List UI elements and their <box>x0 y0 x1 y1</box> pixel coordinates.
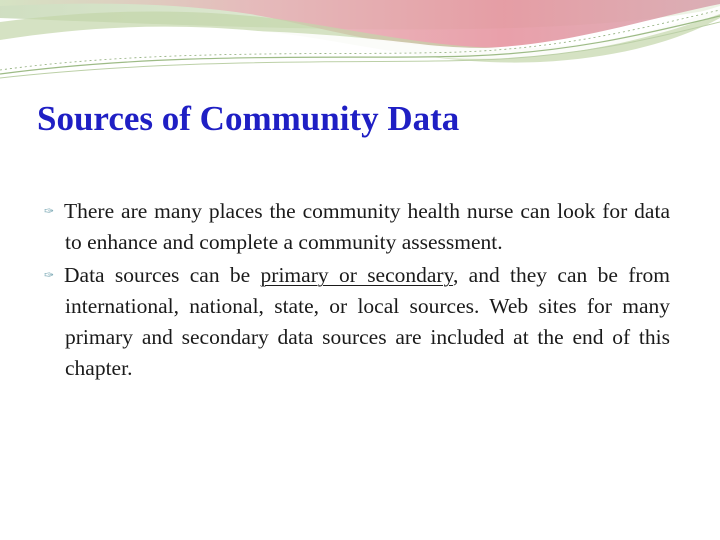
decorative-header-banner <box>0 0 720 95</box>
slide-title: Sources of Community Data <box>37 99 460 138</box>
bullet-list <box>44 196 670 386</box>
bullet-item <box>44 260 670 384</box>
bullet-arrow-icon: ✑ <box>44 204 55 218</box>
underlined-term: primary or secondary <box>260 263 453 287</box>
bullet-arrow-icon: ✑ <box>44 268 55 282</box>
bullet-item <box>44 196 670 258</box>
bullet-text: There are many places the community health nurse can look for data to enhance and complete a community assessment. <box>64 199 670 254</box>
bullet-text: , and they can be from international, national, state, or local sources. Web sites for many primary and secondary data sources are included at the end of this chapter. <box>65 263 670 380</box>
bullet-text: Data sources can be <box>64 263 261 287</box>
